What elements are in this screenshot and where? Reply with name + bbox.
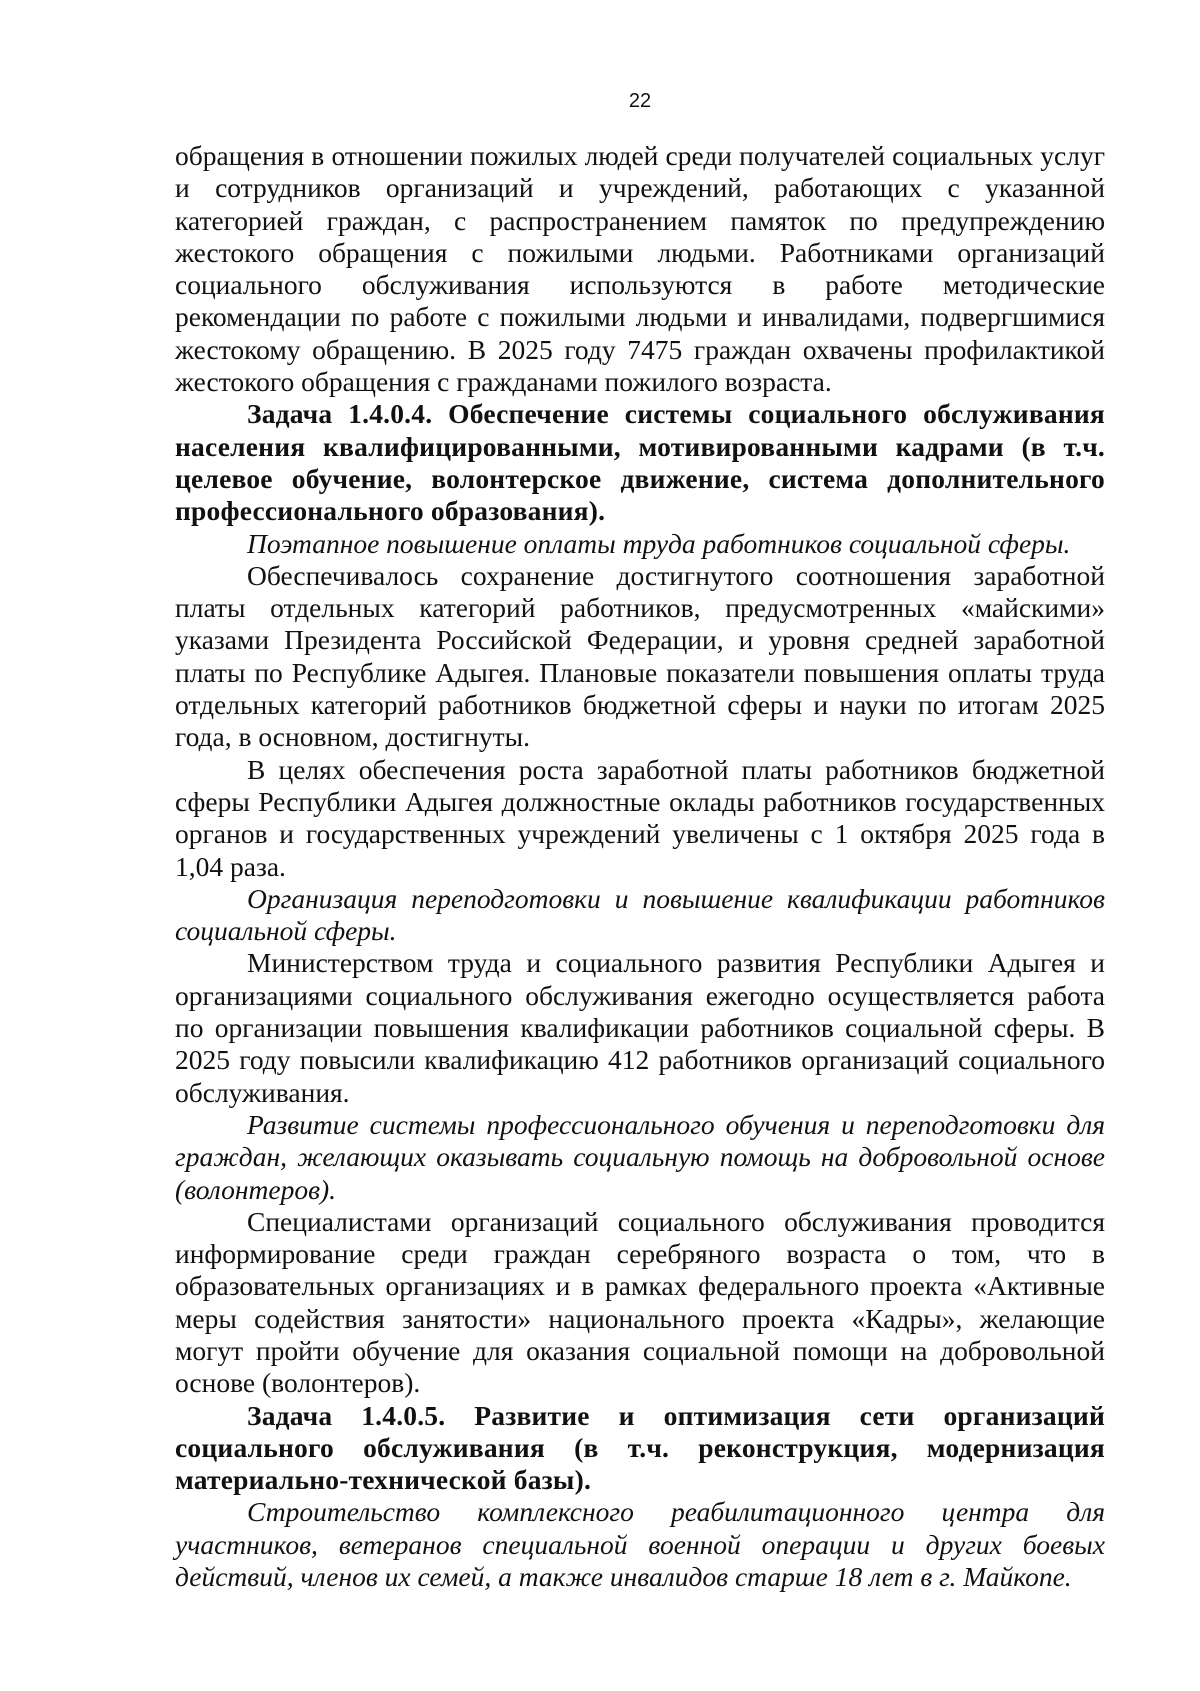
subheading-retraining: Организация переподготовки и повышение квалификации работников социальной сферы. xyxy=(175,882,1105,947)
page-number: 22 xyxy=(628,90,652,112)
document-body xyxy=(175,140,1105,1593)
subheading-volunteer-training: Развитие системы профессионального обучения и переподготовки для граждан, желающих оказывать социальную помощь на добровольной основе (волонтеров). xyxy=(175,1108,1105,1205)
task-heading-1-4-0-5: Задача 1.4.0.5. Развитие и оптимизация сети организаций социального обслуживания (в т.ч. реконструкция, модернизация материально-технической базы). xyxy=(175,1399,1105,1496)
subheading-salary-increase: Поэтапное повышение оплаты труда работников социальной сферы. xyxy=(247,527,1071,559)
paragraph-abuse-prevention: обращения в отношении пожилых людей среди получателей социальных услуг и сотрудников организаций и учреждений, работающих с указанной категорией граждан, с распространением памяток по предупреждению жестокого обращения с пожилыми людьми. Работниками организаций социального обслуживания используются в работе методические рекомендации по работе с пожилыми людьми и инвалидами, подвергшимися жестокому обращению. В 2025 году 7475 граждан охвачены профилактикой жестокого обращения с гражданами пожилого возраста. xyxy=(175,140,1105,398)
paragraph-salary-growth: В целях обеспечения роста заработной платы работников бюджетной сферы Республики Адыгея должностные оклады работников государственных органов и государственных учреждений увеличены с 1 октября 2025 года в 1,04 раза. xyxy=(175,753,1105,882)
paragraph-qualification: Министерством труда и социального развития Республики Адыгея и организациями социального обслуживания ежегодно осуществляется работа по организации повышения квалификации работников социальной сферы. В 2025 году повысили квалификацию 412 работников организаций социального обслуживания. xyxy=(175,947,1105,1108)
subheading-rehab-center: Строительство комплексного реабилитационного центра для участников, ветеранов специальной военной операции и других боевых действий, членов их семей, а также инвалидов старше 18 лет в г. Майкопе. xyxy=(175,1496,1105,1593)
paragraph-volunteers: Специалистами организаций социального обслуживания проводится информирование среди граждан серебряного возраста о том, что в образовательных организациях и в рамках федерального проекта «Активные меры содействия занятости» национального проекта «Кадры», желающие могут пройти обучение для оказания социальной помощи на добровольной основе (волонтеров). xyxy=(175,1205,1105,1399)
task-heading-1-4-0-4: Задача 1.4.0.4. Обеспечение системы социального обслуживания населения квалифицированными, мотивированными кадрами (в т.ч. целевое обучение, волонтерское движение, система дополнительного профессионального образования). xyxy=(175,398,1105,527)
paragraph-salary-ratio: Обеспечивалось сохранение достигнутого соотношения заработной платы отдельных категорий работников, предусмотренных «майскими» указами Президента Российской Федерации, и уровня средней заработной платы по Республике Адыгея. Плановые показатели повышения оплаты труда отдельных категорий работников бюджетной сферы и науки по итогам 2025 года, в основном, достигнуты. xyxy=(175,559,1105,753)
